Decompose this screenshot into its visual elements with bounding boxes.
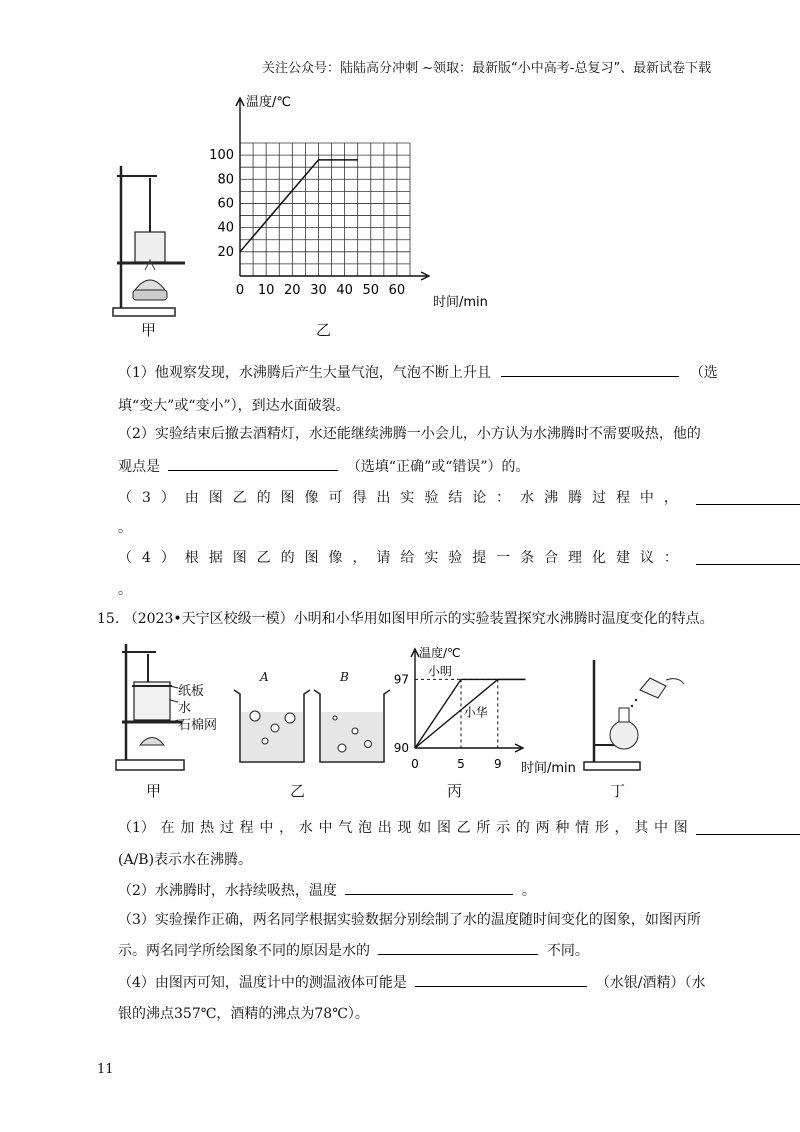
- q15-p1-char: 示: [496, 820, 511, 836]
- q15-stem: （2023•天宁区校级一模）小明和小华用如图甲所示的实验装置探究水沸腾时温度变化的特点。: [123, 611, 714, 627]
- x-tick-label: 50: [362, 283, 380, 298]
- fig15-apparatus-ding: [580, 650, 690, 775]
- q14-p2-suffix: （选填“正确”或“错误”）的。: [346, 459, 530, 475]
- q14-p4-char: 4: [141, 550, 151, 566]
- fig1-caption-yi: 乙: [316, 321, 332, 339]
- q15-p4-continuation: 银的沸点357℃，酒精的沸点为78℃）。: [118, 1006, 369, 1022]
- q15-p1-char: 所: [476, 820, 491, 836]
- q14-p4-char: 一: [496, 550, 511, 566]
- x-tick-label: 40: [336, 283, 353, 298]
- q14-p3-char: 图: [280, 490, 295, 506]
- q15-p1-char: ，: [614, 820, 629, 836]
- q15-p1-char: 出: [377, 820, 392, 836]
- x-axis-label: 时间/min: [433, 295, 488, 310]
- fig15-caption-yi: 乙: [290, 782, 306, 800]
- q14-p3-char: 验: [424, 490, 439, 506]
- q14-p3-char: 程: [615, 490, 630, 506]
- q14-p3-char: 实: [400, 490, 415, 506]
- q14-p3-blank[interactable]: [696, 490, 800, 505]
- series-label: 小华: [463, 705, 488, 720]
- y-axis-label: 温度/℃: [246, 95, 291, 110]
- q15-p1-char: 程: [239, 820, 254, 836]
- q14-p3-char: ，: [663, 490, 678, 506]
- series-label: 小明: [427, 664, 452, 679]
- fig15-apparatus-jia: [112, 640, 232, 775]
- q14-p4-char: （: [118, 550, 132, 566]
- x-tick-label: 5: [457, 757, 465, 771]
- q14-p4-char: 图: [304, 550, 319, 566]
- q14-p4-text: [118, 548, 678, 568]
- q14-p4-char: 实: [424, 550, 439, 566]
- q14-p3-char: 由: [184, 490, 199, 506]
- q14-p4-char: 据: [208, 550, 223, 566]
- q15-p1-char: 如: [417, 820, 432, 836]
- q14-p4-char: 给: [400, 550, 415, 566]
- q15-p1-char: 中: [259, 820, 274, 836]
- q15-p1-char: 气: [338, 820, 353, 836]
- q15-p1-char: 种: [555, 820, 570, 836]
- q15-p4-text: （4）由图丙可知，温度计中的测温液体可能是: [118, 975, 407, 991]
- q14-p2-text: （2）实验结束后撤去酒精灯，水还能继续沸腾一小会儿，小方认为水沸腾时不需要吸热，他的: [118, 426, 701, 442]
- fig15-caption-ding: 丁: [610, 782, 626, 800]
- q15-p2-blank[interactable]: [345, 880, 513, 895]
- q14-p1-blank[interactable]: [501, 362, 679, 377]
- q15-p1-continuation: (A/B)表示水在沸腾。: [118, 852, 253, 868]
- q14-p3-char: 得: [352, 490, 367, 506]
- y-tick-label: 40: [217, 220, 234, 236]
- y-tick-label: 90: [393, 741, 409, 755]
- q14-p3-char: 3: [141, 490, 151, 506]
- q15-p1-char: 图: [436, 820, 451, 836]
- fig15-caption-jia: 甲: [146, 782, 162, 800]
- q15-p1-char: 加: [180, 820, 195, 836]
- q15-p1-char: 在: [160, 820, 175, 836]
- q14-p3-char: 腾: [568, 490, 583, 506]
- q14-p4-char: 验: [448, 550, 463, 566]
- x-tick-label: 20: [284, 283, 301, 298]
- q15-p1-char: ，: [279, 820, 294, 836]
- q15-p3-text: （3）实验操作正确，两名同学根据实验数据分别绘制了水的温度随时间变化的图象，如图丙所: [118, 912, 701, 928]
- q14-p4-blank[interactable]: [696, 550, 800, 565]
- q15-p1-char: （1）: [118, 820, 155, 836]
- q15-p1-char: 水: [298, 820, 313, 836]
- q14-p3-end: 。: [118, 520, 132, 536]
- q15-p1-char: 现: [397, 820, 412, 836]
- fig15-caption-bing: 丙: [447, 782, 463, 800]
- q14-p3-char: 的: [256, 490, 271, 506]
- q15-p1-char: 形: [594, 820, 609, 836]
- fig1-temperature-time-chart: [205, 92, 505, 317]
- q15-number: 15.: [97, 611, 120, 627]
- apparatus-jia-illustration: [105, 160, 185, 320]
- q14-p4-char: 条: [520, 550, 535, 566]
- q14-p4-char: 理: [568, 550, 583, 566]
- q14-p3-char: 像: [304, 490, 319, 506]
- y-tick-label: 80: [217, 172, 234, 188]
- label-asbestos-net: 石棉网: [178, 718, 218, 733]
- q14-p3-char: 乙: [232, 490, 247, 506]
- y-tick-label: 60: [217, 196, 234, 212]
- x-tick-label: 10: [257, 283, 275, 298]
- x-tick-label: 0: [235, 283, 245, 298]
- q15-p3-prefix: 示。两名同学所绘图象不同的原因是水的: [118, 943, 370, 959]
- q14-p4-char: 建: [615, 550, 630, 566]
- q14-p3-char: （: [118, 490, 132, 506]
- q15-p1-char: 中: [318, 820, 333, 836]
- q14-p3-char: 可: [328, 490, 343, 506]
- q14-p3-char: 过: [591, 490, 606, 506]
- q14-p4-char: 提: [472, 550, 487, 566]
- q14-p3-char: 中: [639, 490, 654, 506]
- q14-p4-char: ：: [663, 550, 678, 566]
- q14-p4-char: 乙: [256, 550, 271, 566]
- q15-p1-char: 热: [200, 820, 215, 836]
- q14-p4-char: 合: [544, 550, 559, 566]
- y-tick-label: 20: [217, 244, 234, 260]
- q14-p4-char: 图: [232, 550, 247, 566]
- page-header: 关注公众号：陆陆高分冲刺 ~领取：最新版“小中高考-总复习”、最新试卷下载: [262, 61, 712, 76]
- x-tick-label: 0: [411, 757, 419, 771]
- beaker-b-label: B: [340, 670, 349, 684]
- q14-p3-char: 出: [376, 490, 391, 506]
- fig15-beakers-yi: [230, 686, 390, 766]
- q15-p1-char: 泡: [358, 820, 372, 836]
- q15-p3-suffix: 不同。: [546, 943, 589, 959]
- label-cardboard: 纸板: [178, 684, 205, 699]
- q14-p2-prefix: 观点是: [118, 459, 160, 475]
- q15-p2-suffix: 。: [521, 883, 536, 899]
- q14-p3-text: [118, 488, 678, 508]
- q15-p1-char: 的: [515, 820, 530, 836]
- q15-p1-char: 图: [673, 820, 688, 836]
- q14-p3-char: 结: [448, 490, 463, 506]
- q14-p2-blank[interactable]: [168, 456, 338, 471]
- q14-p3-char: 水: [520, 490, 535, 506]
- y-tick-label: 100: [209, 148, 234, 164]
- page-number: 11: [97, 1062, 114, 1077]
- q14-p4-char: 根: [184, 550, 199, 566]
- x-axis-label: 时间/min: [521, 761, 576, 775]
- q14-p4-char: ，: [352, 550, 367, 566]
- q15-p4-blank[interactable]: [415, 972, 587, 987]
- q14-p1-continuation: 填“变大”或“变小”），到达水面破裂。: [118, 398, 350, 414]
- q15-p3-blank[interactable]: [378, 940, 538, 955]
- q14-p3-char: 论: [472, 490, 487, 506]
- q14-p3-char: 图: [208, 490, 223, 506]
- beaker-a-label: A: [260, 670, 269, 684]
- label-water: 水: [178, 701, 192, 716]
- y-tick-label: 97: [393, 672, 409, 687]
- q15-p1-char: 情: [575, 820, 590, 836]
- q14-p4-end: 。: [118, 582, 132, 598]
- q15-p1-char: 其: [634, 820, 649, 836]
- data-line: [240, 160, 358, 252]
- q14-p3-char: ：: [496, 490, 511, 506]
- q15-p1-char: 中: [654, 820, 669, 836]
- q14-p1-tail: （选: [689, 365, 718, 381]
- q15-p4-suffix: （水银/酒精）（水: [595, 975, 706, 991]
- q15-p1-text: [118, 818, 688, 838]
- fig1-caption-jia: 甲: [141, 321, 157, 339]
- q14-p4-char: 请: [376, 550, 391, 566]
- q15-p1-blank[interactable]: [696, 820, 800, 835]
- x-tick-label: 9: [493, 757, 502, 771]
- q15-p1-char: 两: [535, 820, 550, 836]
- q14-p3-char: 沸: [544, 490, 559, 506]
- q15-p1-char: 乙: [456, 820, 471, 836]
- q14-p4-char: 化: [591, 550, 606, 566]
- y-axis-label: 温度/℃: [419, 646, 461, 660]
- x-tick-label: 60: [388, 283, 406, 298]
- q15-p2-text: （2）水沸腾时，水持续吸热，温度: [118, 883, 337, 899]
- q14-p4-char: 议: [639, 550, 654, 566]
- q14-p4-char: 像: [328, 550, 343, 566]
- q14-p1-text: （1）他观察发现，水沸腾后产生大量气泡，气泡不断上升且: [118, 365, 491, 381]
- q14-p4-char: 的: [280, 550, 295, 566]
- q15-p1-char: 过: [219, 820, 234, 836]
- fig15-temperature-time-chart: [385, 645, 580, 775]
- q14-p4-char: ）: [160, 550, 175, 566]
- q14-p3-char: ）: [160, 490, 175, 506]
- x-tick-label: 30: [310, 283, 327, 298]
